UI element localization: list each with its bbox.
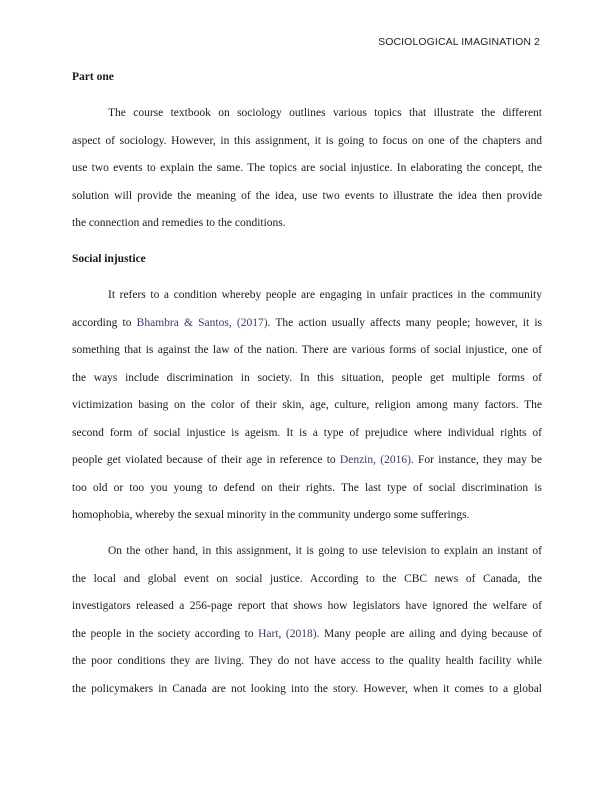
text-line: something that is against the law of the nation. There are various forms of social injustice, one of <box>72 344 542 356</box>
citation: Denzin, (2016) <box>339 454 411 466</box>
paragraph-social-injustice-events <box>72 538 542 703</box>
text-line <box>72 447 542 475</box>
text-line: The course textbook on sociology outlines various topics that illustrate the different <box>108 107 542 119</box>
citation: Bhambra & Santos, (2017) <box>136 316 268 329</box>
paragraph-social-injustice-definition <box>72 282 542 530</box>
text-fragment: the people in the society according to <box>72 627 259 640</box>
text-fragment: people get violated because of their age in reference to <box>72 454 340 466</box>
text-line: too old or too you young to defend on their rights. The last type of social discrimination is <box>72 481 542 494</box>
text-line: use two events to explain the same. The topics are social injustice. In elaborating the concept, the <box>72 162 542 174</box>
text-fragment: according to <box>72 316 137 329</box>
text-line: solution will provide the meaning of the idea, use two events to illustrate the idea then provide <box>72 189 542 202</box>
text-fragment: . The action usually affects many people; however, it is <box>267 316 542 329</box>
text-fragment: . Many people are ailing and dying because of <box>316 627 543 640</box>
heading-social-injustice: Social injustice <box>72 253 146 265</box>
text-line: the connection and remedies to the conditions. <box>72 217 286 229</box>
text-line: It refers to a condition whereby people are engaging in unfair practices in the community <box>108 289 542 301</box>
paragraph-part-one <box>72 100 542 238</box>
text-line <box>72 621 542 649</box>
running-head: SOCIOLOGICAL IMAGINATION 2 <box>378 36 540 48</box>
text-fragment: . For instance, they may be <box>410 454 543 466</box>
text-line: the poor conditions they are living. They do not have access to the quality health facility while <box>72 655 542 667</box>
text-line: the ways include discrimination in society. In this situation, people get multiple forms of <box>72 371 542 384</box>
text-line: homophobia, whereby the sexual minority in the community undergo some sufferings. <box>72 509 470 521</box>
heading-part-one: Part one <box>72 71 114 83</box>
text-line: aspect of sociology. However, in this assignment, it is going to focus on one of the chapters and <box>72 134 542 147</box>
text-line: the local and global event on social justice. According to the CBC news of Canada, the <box>72 572 542 585</box>
citation: Hart, (2018) <box>258 627 317 640</box>
text-line: second form of social injustice is ageism. It is a type of prejudice where individual rights of <box>72 426 542 439</box>
text-line: investigators released a 256-page report that shows how legislators have ignored the welfare of <box>72 600 542 612</box>
text-line: On the other hand, in this assignment, it is going to use television to explain an instant of <box>108 545 542 557</box>
text-line <box>72 310 542 338</box>
text-line: the policymakers in Canada are not looking into the story. However, when it comes to a global <box>72 682 542 695</box>
document-body <box>72 64 542 703</box>
text-line: victimization basing on the color of their skin, age, culture, religion among many factors. The <box>72 399 542 411</box>
